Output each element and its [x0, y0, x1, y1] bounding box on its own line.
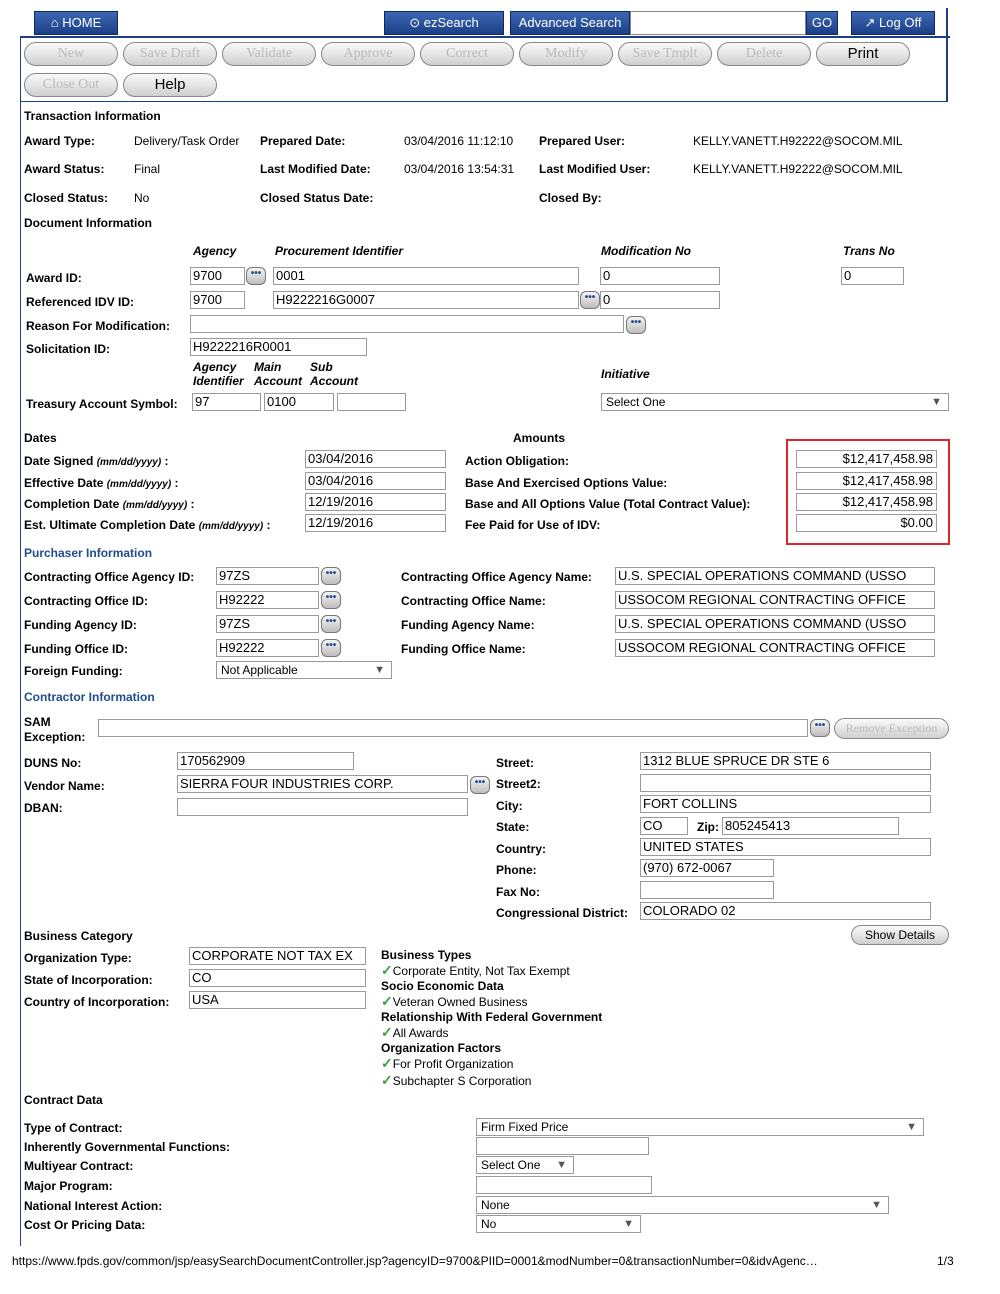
relationship-heading: Relationship With Federal Government [381, 1010, 603, 1024]
tas-agency-field[interactable]: 97 [192, 393, 261, 411]
tas-main-header-2: Account [254, 374, 302, 388]
zip-label: Zip: [697, 820, 719, 834]
date-signed-field[interactable]: 03/04/2016 [305, 450, 446, 468]
award-piid-field[interactable]: 0001 [273, 267, 579, 285]
action-obligation-field[interactable]: $12,417,458.98 [796, 450, 937, 468]
home-button[interactable]: ⌂ HOME [34, 11, 118, 35]
last-modified-user-value: KELLY.VANETT.H92222@SOCOM.MIL [693, 162, 903, 176]
ref-agency-field[interactable]: 9700 [190, 291, 245, 309]
inherent-field[interactable] [476, 1137, 649, 1155]
chevron-down-icon: ▼ [931, 396, 942, 408]
nia-select[interactable]: None ▼ [476, 1196, 889, 1214]
purchaser-section-title: Purchaser Information [24, 546, 153, 560]
checkmark-icon: ✓ [381, 962, 393, 978]
org-factors-heading: Organization Factors [381, 1041, 502, 1055]
funding-agency-id-field[interactable]: 97ZS [216, 615, 319, 633]
cost-pricing-label: Cost Or Pricing Data: [24, 1218, 146, 1232]
city-label: City: [496, 799, 523, 813]
logoff-button[interactable]: ↗ Log Off [851, 11, 935, 35]
closed-status-value: No [134, 191, 150, 205]
sam-label-2: Exception: [24, 730, 86, 744]
prepared-user-label: Prepared User: [539, 134, 626, 148]
ref-piid-lookup-icon[interactable]: ••• [580, 291, 600, 309]
inherent-label: Inherently Governmental Functions: [24, 1140, 231, 1154]
completion-date-field[interactable]: 12/19/2016 [305, 493, 446, 511]
state-inc-label: State of Incorporation: [24, 973, 153, 987]
chevron-down-icon: ▼ [906, 1121, 917, 1133]
co-name-field[interactable]: USSOCOM REGIONAL CONTRACTING OFFICE [615, 591, 935, 609]
tas-sub-header-2: Account [310, 374, 358, 388]
footer-url: https://www.fpds.gov/common/jsp/easySearchDocumentController.jsp?agencyID=9700&PIID=0001&modNumber=0&transactionNumber=0&idvAgenc… [12, 1254, 818, 1268]
frame-right-border [946, 8, 948, 102]
state-inc-field[interactable]: CO [189, 969, 366, 987]
print-button[interactable]: Print [816, 42, 910, 66]
org-factor-item: ✓Subchapter S Corporation [381, 1072, 532, 1088]
tas-agency-header-2: Identifier [193, 374, 244, 388]
date-signed-label: Date Signed (mm/dd/yyyy) : [24, 454, 169, 468]
checkmark-icon: ✓ [381, 993, 393, 1009]
fax-label: Fax No: [496, 885, 541, 899]
modify-button[interactable]: Modify [519, 42, 613, 66]
award-mod-field[interactable]: 0 [600, 267, 720, 285]
funding-agency-name-field[interactable]: U.S. SPECIAL OPERATIONS COMMAND (USSO [615, 615, 935, 633]
sam-exception-field[interactable] [98, 719, 808, 737]
zip-field[interactable]: 805245413 [722, 817, 899, 835]
last-modified-user-label: Last Modified User: [539, 162, 651, 176]
business-type-item: ✓Corporate Entity, Not Tax Exempt [381, 962, 570, 978]
sam-label: SAM [24, 715, 51, 729]
checkmark-icon: ✓ [381, 1072, 393, 1088]
fee-label: Fee Paid for Use of IDV: [465, 518, 601, 532]
tas-main-header: Main [254, 360, 282, 374]
new-button[interactable]: New [24, 42, 118, 66]
org-type-label: Organization Type: [24, 951, 132, 965]
sam-lookup-icon[interactable]: ••• [810, 719, 830, 737]
dban-label: DBAN: [24, 801, 63, 815]
award-status-label: Award Status: [24, 162, 105, 176]
fax-field[interactable] [640, 881, 774, 899]
contractor-section-title: Contractor Information [24, 690, 155, 704]
transaction-section-title: Transaction Information [24, 109, 161, 123]
chevron-down-icon: ▼ [871, 1199, 882, 1211]
tas-label: Treasury Account Symbol: [26, 397, 178, 411]
effective-date-label: Effective Date (mm/dd/yyyy) : [24, 476, 179, 490]
checkmark-icon: ✓ [381, 1055, 393, 1071]
ultimate-date-label: Est. Ultimate Completion Date (mm/dd/yyyy) : [24, 518, 271, 532]
last-modified-date-label: Last Modified Date: [260, 162, 371, 176]
city-field[interactable]: FORT COLLINS [640, 795, 931, 813]
logoff-icon: ↗ [864, 15, 880, 30]
col-trans-header: Trans No [843, 244, 895, 258]
reason-field[interactable] [190, 315, 624, 333]
closed-by-label: Closed By: [539, 191, 602, 205]
socio-economic-item: ✓Veteran Owned Business [381, 993, 528, 1009]
street2-label: Street2: [496, 777, 541, 791]
close-out-button[interactable]: Close Out [24, 73, 118, 97]
district-label: Congressional District: [496, 906, 629, 920]
document-section-title: Document Information [24, 216, 152, 230]
foreign-funding-label: Foreign Funding: [24, 664, 123, 678]
major-program-field[interactable] [476, 1176, 652, 1194]
contract-type-label: Type of Contract: [24, 1121, 123, 1135]
chevron-down-icon: ▼ [556, 1159, 567, 1171]
frame-left-border [20, 36, 21, 1246]
nia-label: National Interest Action: [24, 1199, 163, 1213]
foreign-funding-select[interactable]: Not Applicable ▼ [216, 661, 392, 679]
col-procurement-header: Procurement Identifier [275, 244, 404, 258]
major-program-label: Major Program: [24, 1179, 113, 1193]
help-button[interactable]: Help [123, 73, 217, 97]
street-field[interactable]: 1312 BLUE SPRUCE DR STE 6 [640, 752, 931, 770]
cost-pricing-select[interactable]: No ▼ [476, 1215, 641, 1233]
reason-lookup-icon[interactable]: ••• [626, 316, 646, 334]
col-agency-header: Agency [193, 244, 237, 258]
funding-office-id-field[interactable]: H92222 [216, 639, 319, 657]
amounts-section-title: Amounts [513, 431, 565, 445]
ref-piid-field[interactable]: H9222216G0007 [273, 291, 579, 309]
base-all-options-label: Base and All Options Value (Total Contract Value): [465, 497, 751, 511]
page-number: 1/3 [937, 1254, 954, 1268]
state-field[interactable]: CO [640, 817, 688, 835]
chevron-down-icon: ▼ [623, 1218, 634, 1230]
co-name-label: Contracting Office Name: [401, 594, 546, 608]
chevron-down-icon: ▼ [374, 664, 385, 676]
solicitation-field[interactable]: H9222216R0001 [190, 338, 367, 356]
show-details-button[interactable]: Show Details [851, 925, 949, 945]
closed-status-date-label: Closed Status Date: [260, 191, 374, 205]
co-id-field[interactable]: H92222 [216, 591, 319, 609]
base-exercised-label: Base And Exercised Options Value: [465, 476, 668, 490]
country-inc-label: Country of Incorporation: [24, 995, 170, 1009]
co-agency-name-label: Contracting Office Agency Name: [401, 570, 592, 584]
street-label: Street: [496, 756, 535, 770]
prepared-date-value: 03/04/2016 11:12:10 [404, 134, 514, 148]
effective-date-field[interactable]: 03/04/2016 [305, 472, 446, 490]
street2-field[interactable] [640, 774, 931, 792]
reason-label: Reason For Modification: [26, 319, 170, 333]
award-status-value: Final [134, 162, 161, 176]
funding-office-lookup-icon[interactable]: ••• [321, 639, 341, 657]
funding-agency-name-label: Funding Agency Name: [401, 618, 535, 632]
dban-field[interactable] [177, 798, 468, 816]
search-input[interactable] [630, 11, 806, 35]
action-obligation-label: Action Obligation: [465, 454, 569, 468]
initiative-select[interactable]: Select One ▼ [601, 393, 949, 411]
contract-section-title: Contract Data [24, 1093, 103, 1107]
initiative-label: Initiative [601, 367, 650, 381]
country-label: Country: [496, 842, 546, 856]
duns-label: DUNS No: [24, 756, 82, 770]
relationship-item: ✓All Awards [381, 1024, 449, 1040]
multiyear-select[interactable]: Select One ▼ [476, 1156, 574, 1174]
country-field[interactable]: UNITED STATES [640, 838, 931, 856]
org-factor-item: ✓For Profit Organization [381, 1055, 514, 1071]
ezsearch-button[interactable]: ⊙ ezSearch [384, 11, 504, 35]
business-types-heading: Business Types [381, 948, 472, 962]
advanced-search-button[interactable]: Advanced Search [510, 11, 630, 35]
award-type-value: Delivery/Task Order [134, 134, 240, 148]
save-draft-button[interactable]: Save Draft [123, 42, 217, 66]
ref-idv-label: Referenced IDV ID: [26, 295, 135, 309]
search-icon: ⊙ [409, 15, 424, 30]
delete-button[interactable]: Delete [717, 42, 811, 66]
checkmark-icon: ✓ [381, 1024, 393, 1040]
contract-type-select[interactable]: Firm Fixed Price ▼ [476, 1118, 924, 1136]
co-id-label: Contracting Office ID: [24, 594, 149, 608]
completion-date-label: Completion Date (mm/dd/yyyy) : [24, 497, 195, 511]
country-inc-field[interactable]: USA [189, 991, 366, 1009]
funding-office-name-label: Funding Office Name: [401, 642, 526, 656]
co-id-lookup-icon[interactable]: ••• [321, 591, 341, 609]
phone-label: Phone: [496, 863, 537, 877]
go-button[interactable]: GO [806, 11, 838, 35]
prepared-user-value: KELLY.VANETT.H92222@SOCOM.MIL [693, 134, 903, 148]
fee-field[interactable]: $0.00 [796, 514, 937, 532]
solicitation-label: Solicitation ID: [26, 342, 110, 356]
ref-mod-field[interactable]: 0 [600, 291, 720, 309]
vendor-label: Vendor Name: [24, 779, 105, 793]
award-type-label: Award Type: [24, 134, 95, 148]
award-agency-lookup-icon[interactable]: ••• [246, 267, 266, 285]
co-agency-name-field[interactable]: U.S. SPECIAL OPERATIONS COMMAND (USSO [615, 567, 935, 585]
vendor-field[interactable]: SIERRA FOUR INDUSTRIES CORP. [177, 775, 468, 793]
home-icon: ⌂ [50, 15, 63, 30]
action-bar-divider [20, 101, 948, 102]
dates-section-title: Dates [24, 431, 57, 445]
award-agency-field[interactable]: 9700 [190, 267, 245, 285]
co-agency-id-label: Contracting Office Agency ID: [24, 570, 195, 584]
remove-exception-button[interactable]: Remove Exception [834, 718, 949, 739]
ultimate-date-field[interactable]: 12/19/2016 [305, 514, 446, 532]
award-id-label: Award ID: [26, 271, 82, 285]
funding-agency-id-label: Funding Agency ID: [24, 618, 137, 632]
tas-sub-field[interactable] [337, 393, 406, 411]
funding-agency-lookup-icon[interactable]: ••• [321, 615, 341, 633]
district-field[interactable]: COLORADO 02 [640, 902, 931, 920]
phone-field[interactable]: (970) 672-0067 [640, 859, 774, 877]
prepared-date-label: Prepared Date: [260, 134, 346, 148]
save-template-button[interactable]: Save Tmplt [618, 42, 712, 66]
tas-main-field[interactable]: 0100 [264, 393, 334, 411]
co-agency-id-field[interactable]: 97ZS [216, 567, 319, 585]
closed-status-label: Closed Status: [24, 191, 109, 205]
funding-office-name-field[interactable]: USSOCOM REGIONAL CONTRACTING OFFICE [615, 639, 935, 657]
validate-button[interactable]: Validate [222, 42, 316, 66]
duns-field[interactable]: 170562909 [177, 752, 354, 770]
co-agency-lookup-icon[interactable]: ••• [321, 567, 341, 585]
base-exercised-field[interactable]: $12,417,458.98 [796, 472, 937, 490]
approve-button[interactable]: Approve [321, 42, 415, 66]
award-trans-field[interactable]: 0 [841, 267, 904, 285]
state-label: State: [496, 820, 530, 834]
business-section-title: Business Category [24, 929, 133, 943]
socio-economic-heading: Socio Economic Data [381, 979, 504, 993]
correct-button[interactable]: Correct [420, 42, 514, 66]
vendor-lookup-icon[interactable]: ••• [470, 776, 490, 794]
toolbar-divider [20, 36, 950, 38]
tas-sub-header: Sub [310, 360, 333, 374]
tas-agency-header: Agency [193, 360, 237, 374]
multiyear-label: Multiyear Contract: [24, 1159, 134, 1173]
last-modified-date-value: 03/04/2016 13:54:31 [404, 162, 515, 176]
col-modification-header: Modification No [601, 244, 691, 258]
funding-office-id-label: Funding Office ID: [24, 642, 128, 656]
org-type-field[interactable]: CORPORATE NOT TAX EX [189, 947, 366, 965]
base-all-options-field[interactable]: $12,417,458.98 [796, 493, 937, 511]
